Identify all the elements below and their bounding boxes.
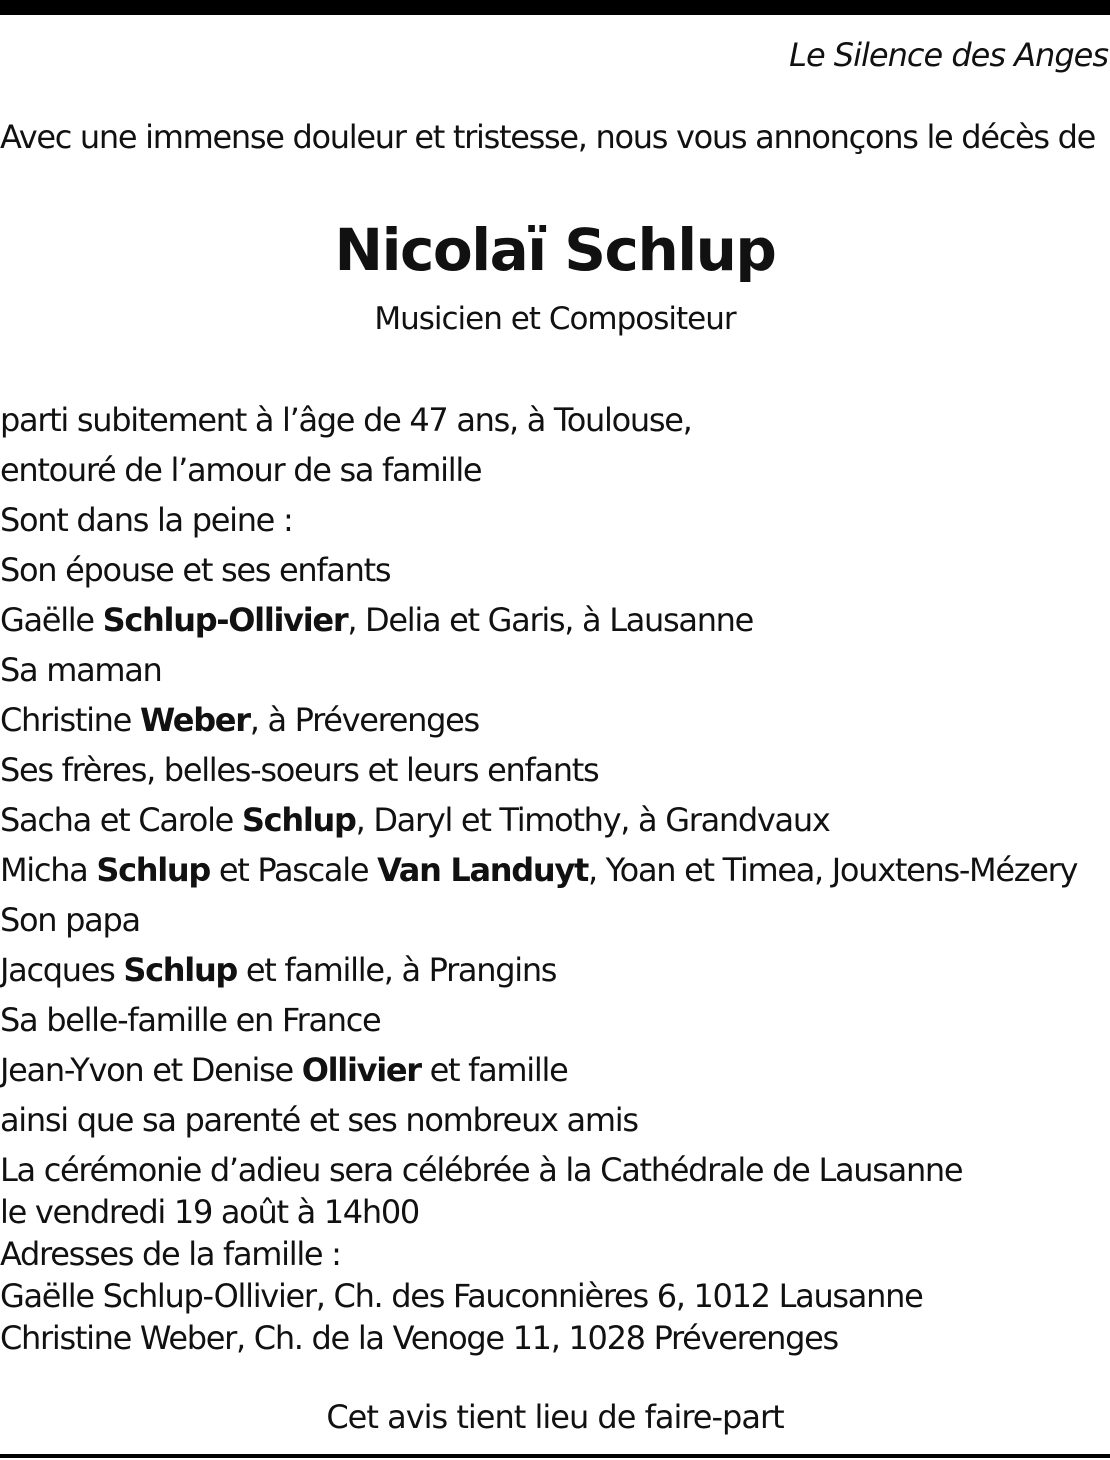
bottom-rule	[0, 1454, 1110, 1458]
address-line: Christine Weber, Ch. de la Venoge 11, 1028 Préverenges	[0, 1319, 838, 1357]
text-line: Sa maman	[0, 651, 162, 689]
top-rule	[0, 0, 1110, 15]
deceased-name: Nicolaï Schlup	[334, 216, 776, 284]
text-line: Jean-Yvon et Denise Ollivier et famille	[0, 1051, 568, 1089]
ceremony-line: Adresses de la famille :	[0, 1235, 341, 1273]
text-line: Jacques Schlup et famille, à Prangins	[0, 951, 557, 989]
family-surname: Ollivier	[301, 1051, 421, 1089]
family-surname: Schlup-Ollivier	[102, 601, 348, 639]
text-line: Sont dans la peine :	[0, 501, 293, 539]
ceremony-details	[0, 1150, 962, 1360]
text-line: Son papa	[0, 901, 140, 939]
family-surname: Schlup	[123, 951, 238, 989]
family-list	[0, 398, 1077, 1148]
closing-note: Cet avis tient lieu de faire-part	[326, 1398, 784, 1436]
intro-text: Avec une immense douleur et tristesse, nous vous annonçons le décès de	[0, 118, 1096, 156]
text-line: Son épouse et ses enfants	[0, 551, 391, 589]
address-line: Gaëlle Schlup-Ollivier, Ch. des Fauconnières 6, 1012 Lausanne	[0, 1277, 923, 1315]
text-line: Gaëlle Schlup-Ollivier, Delia et Garis, à Lausanne	[0, 601, 754, 639]
text-line: Sa belle-famille en France	[0, 1001, 381, 1039]
deceased-profession: Musicien et Compositeur	[374, 301, 736, 337]
text-line: parti subitement à l’âge de 47 ans, à Toulouse,	[0, 401, 692, 439]
text-line: Ses frères, belles-soeurs et leurs enfants	[0, 751, 599, 789]
text-line: Christine Weber, à Préverenges	[0, 701, 479, 739]
text-line: entouré de l’amour de sa famille	[0, 451, 482, 489]
text-line: ainsi que sa parenté et ses nombreux amis	[0, 1101, 638, 1139]
family-surname: Schlup	[96, 851, 211, 889]
family-surname: Schlup	[241, 801, 356, 839]
family-surname: Weber	[139, 701, 250, 739]
ceremony-line: La cérémonie d’adieu sera célébrée à la Cathédrale de Lausanne	[0, 1151, 963, 1189]
family-surname: Van Landuyt	[377, 851, 588, 889]
text-line: Sacha et Carole Schlup, Daryl et Timothy, à Grandvaux	[0, 801, 830, 839]
ceremony-line: le vendredi 19 août à 14h00	[0, 1193, 419, 1231]
header-quote: Le Silence des Anges	[789, 36, 1108, 74]
text-line: Micha Schlup et Pascale Van Landuyt, Yoan et Timea, Jouxtens-Mézery	[0, 851, 1078, 889]
